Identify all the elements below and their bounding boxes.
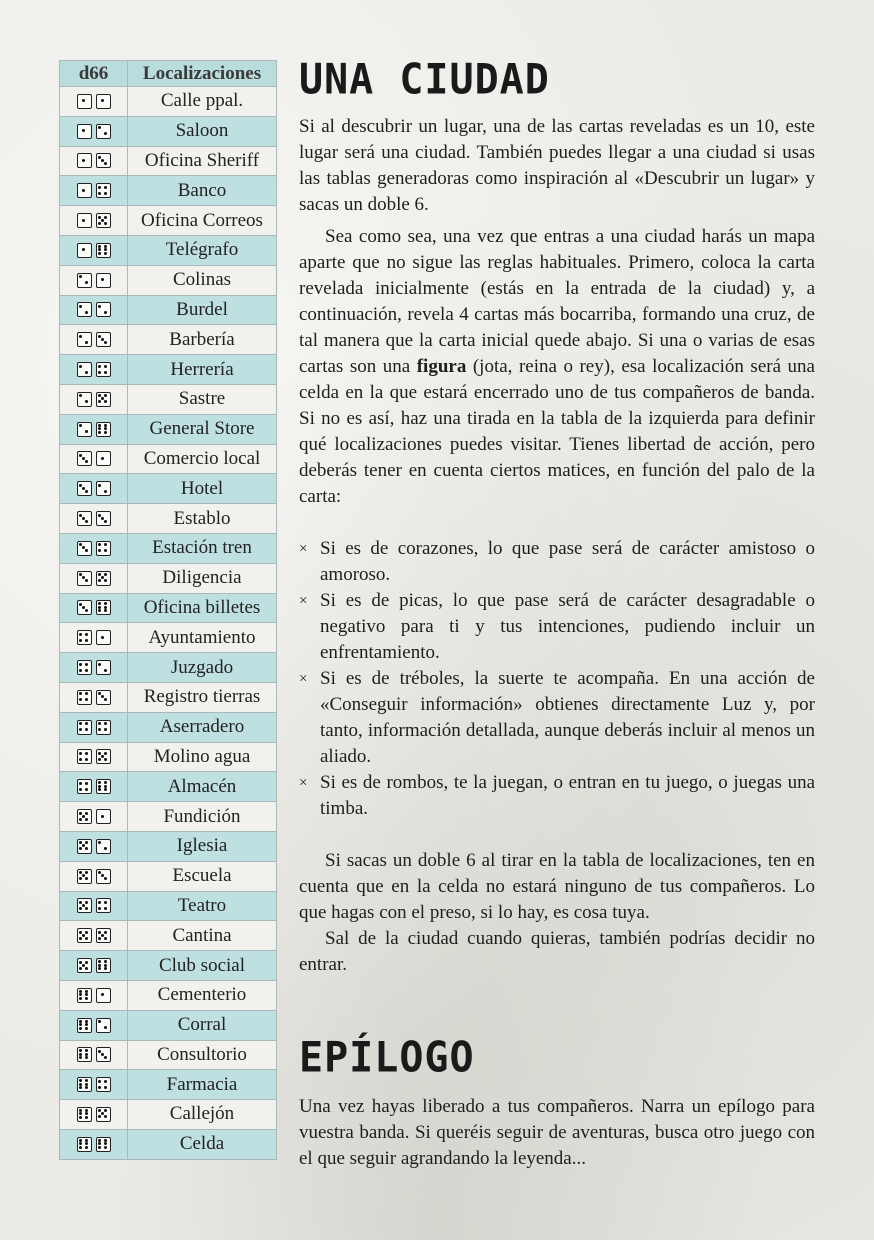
location-name: Almacén [128, 772, 277, 802]
dice-cell [60, 712, 128, 742]
die-face-2-icon [77, 392, 92, 407]
location-name: Teatro [128, 891, 277, 921]
location-name: Establo [128, 504, 277, 534]
die-face-1-icon [77, 213, 92, 228]
paragraph-leave-city: Sal de la ciudad cuando quieras, también podrías decidir no entrar. [299, 928, 815, 975]
die-face-5-icon [77, 809, 92, 824]
table-row [60, 1010, 277, 1040]
table-row [60, 116, 277, 146]
section-title-epilogo: EPÍLOGO [299, 1033, 475, 1083]
die-face-4-icon [77, 630, 92, 645]
location-name: Celda [128, 1129, 277, 1159]
dice-cell [60, 593, 128, 623]
dice-cell [60, 742, 128, 772]
list-item [299, 536, 815, 588]
die-face-3-icon [77, 451, 92, 466]
dice-cell [60, 206, 128, 236]
die-face-1-icon [77, 153, 92, 168]
die-face-1-icon [77, 94, 92, 109]
die-face-3-icon [77, 481, 92, 496]
dice-cell [60, 474, 128, 504]
table-row [60, 593, 277, 623]
die-face-4-icon [96, 362, 111, 377]
die-face-3-icon [96, 690, 111, 705]
table-row [60, 891, 277, 921]
die-face-4-icon [77, 779, 92, 794]
list-item [299, 666, 815, 770]
dice-cell [60, 504, 128, 534]
table-row [60, 1100, 277, 1130]
location-name: Estación tren [128, 533, 277, 563]
die-face-6-icon [77, 1137, 92, 1152]
location-name: Callejón [128, 1100, 277, 1130]
dice-cell [60, 87, 128, 117]
die-face-4-icon [96, 898, 111, 913]
table-row [60, 295, 277, 325]
table-row [60, 384, 277, 414]
header-d66: d66 [60, 61, 128, 87]
die-face-5-icon [96, 928, 111, 943]
die-face-6-icon [77, 988, 92, 1003]
location-name: Club social [128, 951, 277, 981]
die-face-5-icon [96, 392, 111, 407]
paragraph-epilogue: Una vez hayas liberado a tus compañeros. Narra un epílogo para vuestra banda. Si queréis seguir de aventuras, busca otro juego con el que seguir agrandando la leyenda... [299, 1096, 815, 1169]
dice-cell [60, 861, 128, 891]
die-face-5-icon [77, 869, 92, 884]
die-face-1-icon [96, 94, 111, 109]
dice-cell [60, 355, 128, 385]
dice-cell [60, 831, 128, 861]
dice-cell [60, 653, 128, 683]
bullet-text: Si es de corazones, lo que pase será de carácter amistoso o amoroso. [320, 538, 815, 585]
location-name: Farmacia [128, 1070, 277, 1100]
location-name: Molino agua [128, 742, 277, 772]
dice-cell [60, 1100, 128, 1130]
paragraph-intro: Si al descubrir un lugar, una de las cartas reveladas es un 10, este lugar será una ciudad. También puedes llegar a una ciudad si usas las tablas generadoras como inspiración al «Descubrir un lugar» y sacas un doble 6. [299, 116, 815, 215]
die-face-6-icon [77, 1047, 92, 1062]
location-name: Diligencia [128, 563, 277, 593]
die-face-2-icon [96, 481, 111, 496]
cross-bullet-icon: × [299, 775, 308, 791]
bullet-text: Si es de rombos, te la juegan, o entran en tu juego, o juegas una timba. [320, 772, 815, 819]
die-face-6-icon [96, 958, 111, 973]
location-name: Sastre [128, 384, 277, 414]
table-row [60, 414, 277, 444]
die-face-6-icon [96, 422, 111, 437]
dice-cell [60, 295, 128, 325]
table-row [60, 1129, 277, 1159]
die-face-1-icon [77, 243, 92, 258]
die-face-5-icon [77, 958, 92, 973]
die-face-1-icon [96, 273, 111, 288]
die-face-6-icon [77, 1077, 92, 1092]
list-item [299, 770, 815, 822]
die-face-2-icon [77, 332, 92, 347]
table-row [60, 235, 277, 265]
location-name: Banco [128, 176, 277, 206]
die-face-1-icon [77, 183, 92, 198]
die-face-3-icon [96, 511, 111, 526]
location-name: Juzgado [128, 653, 277, 683]
table-row [60, 772, 277, 802]
die-face-2-icon [96, 124, 111, 139]
die-face-2-icon [77, 302, 92, 317]
table-row [60, 355, 277, 385]
dice-cell [60, 1070, 128, 1100]
paragraph-map-rules-part2: (jota, reina o rey), esa localización será una celda en la que estará encerrado uno de tus compañeros de banda. Si no es así, haz una tirada en la tabla de la izquierda para definir qué localizaciones puedes visitar. Tienes libertad de acción, pero deberás tener en cuenta ciertos matices, en función del palo de la carta: [299, 356, 815, 507]
cross-bullet-icon: × [299, 541, 308, 557]
table-row [60, 682, 277, 712]
cross-bullet-icon: × [299, 671, 308, 687]
die-face-2-icon [96, 839, 111, 854]
dice-cell [60, 1040, 128, 1070]
paragraph-map-rules-part1: Sea como sea, una vez que entras a una ciudad harás un mapa aparte que no sigue las reglas habituales. Primero, coloca la carta revelada inicialmente (estás en la entrada de la ciudad) y, a continuación, revela 4 cartas más bocarriba, formando una cruz, de tal manera que la carta inicial quede abajo. Si una o varias de esas cartas son una [299, 226, 815, 377]
location-name: Cantina [128, 921, 277, 951]
die-face-3-icon [77, 571, 92, 586]
die-face-6-icon [77, 1018, 92, 1033]
location-name: Telégrafo [128, 235, 277, 265]
location-name: Calle ppal. [128, 87, 277, 117]
table-row [60, 533, 277, 563]
die-face-6-icon [96, 243, 111, 258]
die-face-2-icon [96, 660, 111, 675]
die-face-6-icon [77, 1107, 92, 1122]
location-name: Herrería [128, 355, 277, 385]
die-face-4-icon [77, 690, 92, 705]
paragraph-double-six: Si sacas un doble 6 al tirar en la tabla de localizaciones, ten en cuenta que en la celda no estará ninguno de tus compañeros. Lo que hagas con el preso, si lo hay, es cosa tuya. [299, 850, 815, 923]
die-face-2-icon [96, 302, 111, 317]
die-face-5-icon [96, 213, 111, 228]
location-name: Fundición [128, 802, 277, 832]
die-face-6-icon [96, 779, 111, 794]
dice-cell [60, 146, 128, 176]
bullet-text: Si es de picas, lo que pase será de carácter desagradable o negativo para ti y tus intenciones, pudiendo incluir un enfrentamiento. [320, 590, 815, 663]
table-row [60, 265, 277, 295]
table-row [60, 653, 277, 683]
table-row [60, 951, 277, 981]
main-content [299, 55, 815, 1172]
die-face-2-icon [96, 1018, 111, 1033]
die-face-2-icon [77, 273, 92, 288]
table-row [60, 742, 277, 772]
die-face-5-icon [77, 928, 92, 943]
dice-cell [60, 682, 128, 712]
table-row [60, 980, 277, 1010]
die-face-5-icon [96, 1107, 111, 1122]
table-row [60, 474, 277, 504]
dice-cell [60, 444, 128, 474]
table-row [60, 206, 277, 236]
die-face-4-icon [96, 1077, 111, 1092]
table-row [60, 146, 277, 176]
location-name: Ayuntamiento [128, 623, 277, 653]
table-row [60, 712, 277, 742]
table-row [60, 325, 277, 355]
location-name: Registro tierras [128, 682, 277, 712]
die-face-3-icon [77, 511, 92, 526]
table-row [60, 861, 277, 891]
bold-term-figura: figura [416, 356, 467, 377]
die-face-5-icon [77, 839, 92, 854]
die-face-3-icon [96, 869, 111, 884]
location-name: Colinas [128, 265, 277, 295]
dice-cell [60, 802, 128, 832]
dice-cell [60, 1010, 128, 1040]
dice-cell [60, 325, 128, 355]
table-row [60, 802, 277, 832]
location-name: Oficina Sheriff [128, 146, 277, 176]
dice-cell [60, 772, 128, 802]
table-row [60, 623, 277, 653]
die-face-1-icon [96, 630, 111, 645]
die-face-3-icon [77, 600, 92, 615]
location-name: Comercio local [128, 444, 277, 474]
location-name: Saloon [128, 116, 277, 146]
dice-cell [60, 176, 128, 206]
die-face-6-icon [96, 1137, 111, 1152]
location-name: Corral [128, 1010, 277, 1040]
die-face-4-icon [77, 749, 92, 764]
paragraph-map-rules [299, 224, 815, 510]
die-face-1-icon [77, 124, 92, 139]
location-name: Consultorio [128, 1040, 277, 1070]
die-face-6-icon [96, 600, 111, 615]
die-face-2-icon [77, 362, 92, 377]
locations-table-body [60, 87, 277, 1160]
die-face-5-icon [96, 749, 111, 764]
location-name: Escuela [128, 861, 277, 891]
die-face-4-icon [77, 660, 92, 675]
location-name: Iglesia [128, 831, 277, 861]
die-face-4-icon [77, 720, 92, 735]
die-face-4-icon [96, 183, 111, 198]
dice-cell [60, 891, 128, 921]
location-name: Hotel [128, 474, 277, 504]
die-face-1-icon [96, 988, 111, 1003]
table-row [60, 921, 277, 951]
dice-cell [60, 623, 128, 653]
die-face-1-icon [96, 451, 111, 466]
die-face-4-icon [96, 720, 111, 735]
table-row [60, 176, 277, 206]
dice-cell [60, 384, 128, 414]
die-face-5-icon [77, 898, 92, 913]
dice-cell [60, 921, 128, 951]
locations-table [59, 60, 277, 1160]
dice-cell [60, 235, 128, 265]
table-row [60, 1040, 277, 1070]
die-face-5-icon [96, 571, 111, 586]
suit-bullet-list [299, 536, 815, 822]
location-name: Barbería [128, 325, 277, 355]
dice-cell [60, 533, 128, 563]
dice-cell [60, 563, 128, 593]
bullet-text: Si es de tréboles, la suerte te acompaña. En una acción de «Conseguir información» obtienes directamente Luz y, por tanto, información detallada, aunque deberás incluir al menos un aliado. [320, 668, 815, 767]
location-name: Aserradero [128, 712, 277, 742]
dice-cell [60, 980, 128, 1010]
die-face-2-icon [77, 422, 92, 437]
die-face-4-icon [96, 541, 111, 556]
table-row [60, 444, 277, 474]
dice-cell [60, 116, 128, 146]
location-name: Oficina billetes [128, 593, 277, 623]
table-row [60, 504, 277, 534]
dice-cell [60, 951, 128, 981]
die-face-3-icon [77, 541, 92, 556]
location-name: General Store [128, 414, 277, 444]
table-row [60, 87, 277, 117]
dice-cell [60, 414, 128, 444]
die-face-3-icon [96, 153, 111, 168]
section-title-ciudad: UNA CIUDAD [299, 55, 550, 105]
table-row [60, 831, 277, 861]
dice-cell [60, 1129, 128, 1159]
location-name: Burdel [128, 295, 277, 325]
location-name: Cementerio [128, 980, 277, 1010]
location-name: Oficina Correos [128, 206, 277, 236]
table-row [60, 1070, 277, 1100]
dice-cell [60, 265, 128, 295]
table-row [60, 563, 277, 593]
table-header-row [60, 61, 277, 87]
cross-bullet-icon: × [299, 593, 308, 609]
die-face-1-icon [96, 809, 111, 824]
die-face-3-icon [96, 332, 111, 347]
list-item [299, 588, 815, 666]
die-face-3-icon [96, 1047, 111, 1062]
header-locations: Localizaciones [128, 61, 277, 87]
